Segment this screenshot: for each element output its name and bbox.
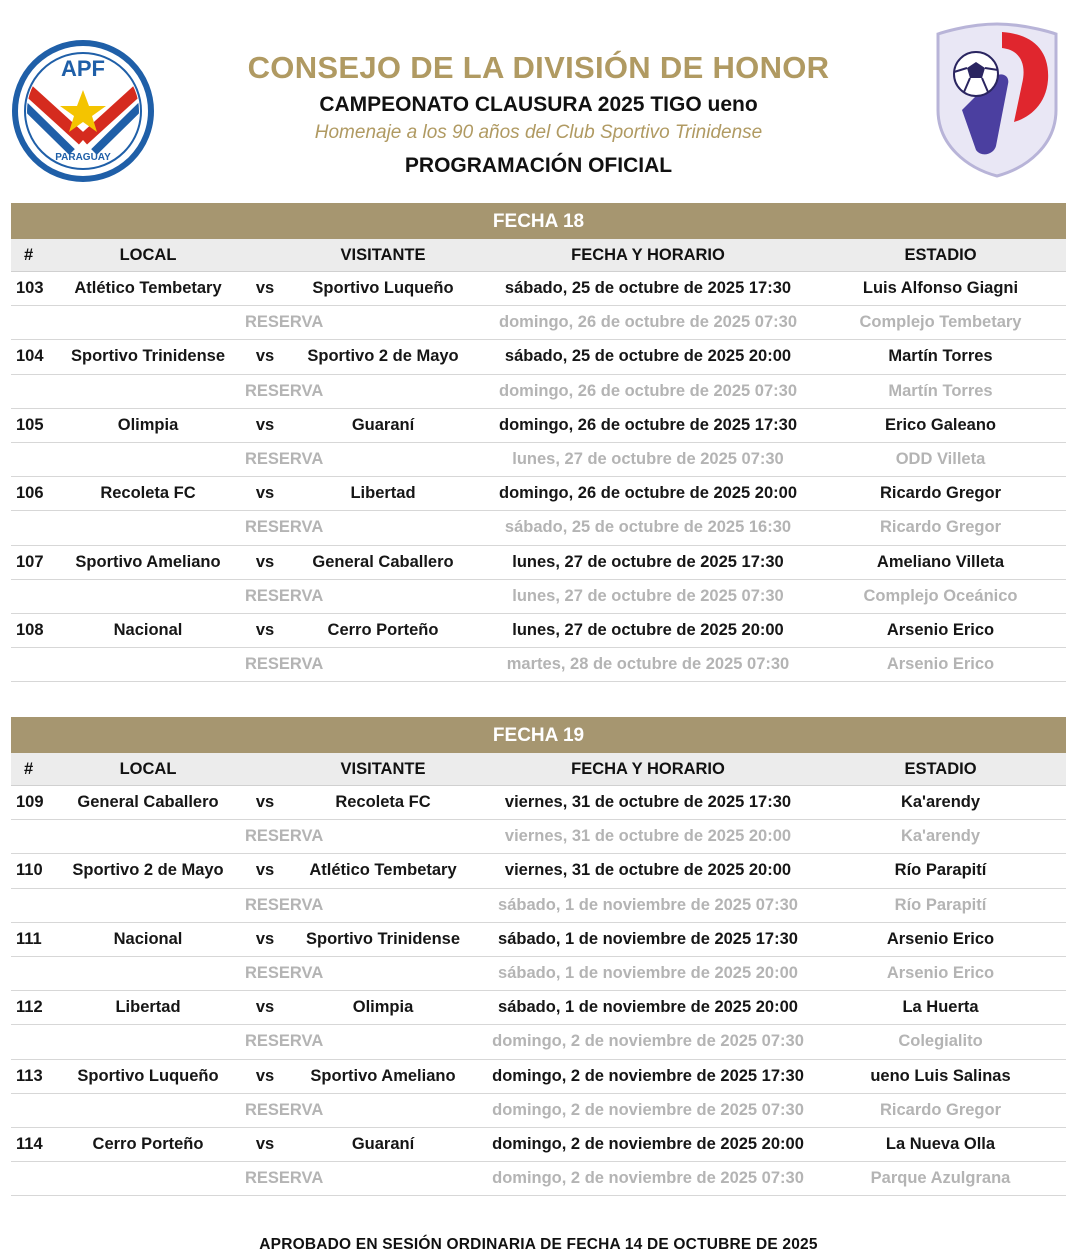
reserve-datetime: domingo, 26 de octubre de 2025 07:30 bbox=[498, 381, 797, 400]
table-row bbox=[11, 546, 1066, 580]
reserve-label: RESERVA bbox=[245, 313, 324, 332]
match-datetime: lunes, 27 de octubre de 2025 17:30 bbox=[512, 552, 784, 571]
reserve-stadium: Complejo Oceánico bbox=[863, 586, 1018, 605]
match-number: 107 bbox=[16, 552, 44, 571]
approval-footer: APROBADO EN SESIÓN ORDINARIA DE FECHA 14 DE OCTUBRE DE 2025 bbox=[259, 1236, 818, 1253]
reserve-label: RESERVA bbox=[245, 964, 324, 983]
match-datetime: domingo, 2 de noviembre de 2025 17:30 bbox=[492, 1066, 804, 1085]
stadium: Erico Galeano bbox=[885, 415, 996, 434]
match-datetime: viernes, 31 de octubre de 2025 17:30 bbox=[504, 793, 792, 812]
reserve-label: RESERVA bbox=[245, 1032, 324, 1051]
stadium: Martín Torres bbox=[888, 347, 993, 366]
match-number: 112 bbox=[16, 998, 43, 1017]
schedule-title: PROGRAMACIÓN OFICIAL bbox=[404, 154, 673, 177]
reserve-label: RESERVA bbox=[245, 1169, 324, 1188]
reserve-label: RESERVA bbox=[245, 450, 324, 469]
table-row bbox=[11, 854, 1066, 888]
match-datetime: domingo, 26 de octubre de 2025 17:30 bbox=[498, 415, 797, 434]
local-team: Sportivo 2 de Mayo bbox=[72, 861, 224, 880]
col-visitante: VISITANTE bbox=[340, 759, 426, 778]
local-team: Nacional bbox=[113, 929, 183, 948]
reserve-label: RESERVA bbox=[245, 827, 324, 846]
reserve-datetime: domingo, 26 de octubre de 2025 07:30 bbox=[498, 313, 797, 332]
local-team: Olimpia bbox=[117, 415, 179, 434]
match-datetime: lunes, 27 de octubre de 2025 20:00 bbox=[512, 620, 784, 639]
local-team: Sportivo Luqueño bbox=[77, 1066, 219, 1085]
stadium: Luis Alfonso Giagni bbox=[862, 279, 1019, 298]
local-team: Atlético Tembetary bbox=[74, 279, 222, 298]
col-local: LOCAL bbox=[119, 245, 177, 264]
reserve-datetime: domingo, 2 de noviembre de 2025 07:30 bbox=[492, 1032, 804, 1051]
reserve-row bbox=[11, 1162, 1066, 1196]
reserve-label: RESERVA bbox=[245, 1100, 324, 1119]
reserve-datetime: lunes, 27 de octubre de 2025 07:30 bbox=[512, 586, 784, 605]
match-number: 108 bbox=[16, 620, 44, 639]
reserve-row bbox=[11, 820, 1066, 854]
reserve-stadium: Ricardo Gregor bbox=[879, 518, 1002, 537]
match-number: 106 bbox=[16, 484, 44, 503]
apf-crest-icon bbox=[12, 40, 154, 182]
stadium: Ameliano Villeta bbox=[876, 552, 1005, 571]
vs-label: vs bbox=[255, 1134, 275, 1153]
table-row bbox=[11, 477, 1066, 511]
table-row bbox=[11, 340, 1066, 374]
reserve-datetime: viernes, 31 de octubre de 2025 20:00 bbox=[504, 827, 792, 846]
col-visitante: VISITANTE bbox=[340, 245, 426, 264]
match-number: 103 bbox=[16, 279, 44, 298]
reserve-stadium: Martín Torres bbox=[888, 381, 993, 400]
vs-label: vs bbox=[255, 1066, 275, 1085]
championship-title: CAMPEONATO CLAUSURA 2025 TIGO ueno bbox=[319, 93, 758, 116]
visiting-team: Sportivo 2 de Mayo bbox=[307, 347, 459, 366]
match-number: 104 bbox=[16, 347, 44, 366]
stadium: Arsenio Erico bbox=[886, 620, 995, 639]
reserve-stadium: Arsenio Erico bbox=[886, 655, 995, 674]
match-number: 111 bbox=[16, 929, 42, 948]
visiting-team: Sportivo Ameliano bbox=[310, 1066, 456, 1085]
reserve-datetime: sábado, 25 de octubre de 2025 16:30 bbox=[504, 518, 792, 537]
reserve-stadium: ODD Villeta bbox=[895, 450, 986, 469]
table-row bbox=[11, 614, 1066, 648]
council-title: CONSEJO DE LA DIVISIÓN DE HONOR bbox=[247, 50, 830, 85]
table-row bbox=[11, 991, 1066, 1025]
reserve-row bbox=[11, 375, 1066, 409]
visiting-team: Cerro Porteño bbox=[327, 620, 439, 639]
vs-label: vs bbox=[255, 998, 275, 1017]
reserve-stadium: Río Parapití bbox=[894, 895, 987, 914]
match-number: 114 bbox=[16, 1134, 43, 1153]
match-datetime: sábado, 25 de octubre de 2025 20:00 bbox=[504, 347, 792, 366]
reserve-label: RESERVA bbox=[245, 895, 324, 914]
reserve-datetime: lunes, 27 de octubre de 2025 07:30 bbox=[512, 450, 784, 469]
match-number: 105 bbox=[16, 415, 44, 434]
reserve-datetime: domingo, 2 de noviembre de 2025 07:30 bbox=[492, 1100, 804, 1119]
reserve-row bbox=[11, 511, 1066, 545]
reserve-label: RESERVA bbox=[245, 518, 324, 537]
local-team: Sportivo Trinidense bbox=[70, 347, 226, 366]
table-row bbox=[11, 272, 1066, 306]
vs-label: vs bbox=[255, 347, 275, 366]
vs-label: vs bbox=[255, 929, 275, 948]
col-fecha: FECHA Y HORARIO bbox=[571, 245, 725, 264]
visiting-team: Olimpia bbox=[352, 998, 414, 1017]
apf-logo-text: APF bbox=[61, 56, 105, 81]
fecha-19-section bbox=[11, 717, 1066, 1196]
reserve-row bbox=[11, 648, 1066, 682]
col-fecha: FECHA Y HORARIO bbox=[571, 759, 725, 778]
vs-label: vs bbox=[255, 620, 275, 639]
col-local: LOCAL bbox=[119, 759, 177, 778]
visiting-team: Atlético Tembetary bbox=[309, 861, 457, 880]
table-header bbox=[11, 753, 1066, 786]
document-header bbox=[200, 48, 877, 181]
reserve-label: RESERVA bbox=[245, 655, 324, 674]
local-team: Sportivo Ameliano bbox=[75, 552, 221, 571]
fecha-19-heading: FECHA 19 bbox=[11, 717, 1066, 753]
vs-label: vs bbox=[255, 793, 275, 812]
vs-label: vs bbox=[255, 279, 275, 298]
reserve-stadium: Parque Azulgrana bbox=[870, 1169, 1011, 1188]
match-datetime: sábado, 25 de octubre de 2025 17:30 bbox=[504, 279, 792, 298]
reserve-stadium: Arsenio Erico bbox=[886, 964, 995, 983]
vs-label: vs bbox=[255, 484, 275, 503]
match-datetime: domingo, 2 de noviembre de 2025 20:00 bbox=[492, 1134, 804, 1153]
match-datetime: sábado, 1 de noviembre de 2025 17:30 bbox=[498, 929, 798, 948]
reserve-row bbox=[11, 1094, 1066, 1128]
reserve-row bbox=[11, 580, 1066, 614]
match-datetime: sábado, 1 de noviembre de 2025 20:00 bbox=[498, 998, 798, 1017]
stadium: La Nueva Olla bbox=[885, 1134, 996, 1153]
local-team: Cerro Porteño bbox=[92, 1134, 204, 1153]
visiting-team: General Caballero bbox=[312, 552, 454, 571]
visiting-team: Recoleta FC bbox=[335, 793, 431, 812]
match-number: 109 bbox=[16, 793, 44, 812]
match-datetime: domingo, 26 de octubre de 2025 20:00 bbox=[498, 484, 797, 503]
visiting-team: Guaraní bbox=[351, 1134, 415, 1153]
reserve-datetime: sábado, 1 de noviembre de 2025 07:30 bbox=[498, 895, 798, 914]
visiting-team: Libertad bbox=[350, 484, 416, 503]
stadium: Río Parapití bbox=[894, 861, 987, 880]
reserve-stadium: Ricardo Gregor bbox=[879, 1100, 1002, 1119]
match-datetime: viernes, 31 de octubre de 2025 20:00 bbox=[504, 861, 792, 880]
reserve-datetime: sábado, 1 de noviembre de 2025 20:00 bbox=[498, 964, 798, 983]
reserve-label: RESERVA bbox=[245, 381, 324, 400]
reserve-datetime: martes, 28 de octubre de 2025 07:30 bbox=[506, 655, 790, 674]
reserve-datetime: domingo, 2 de noviembre de 2025 07:30 bbox=[492, 1169, 804, 1188]
table-row bbox=[11, 1060, 1066, 1094]
col-num: # bbox=[24, 759, 34, 778]
col-num: # bbox=[24, 245, 34, 264]
reserve-row bbox=[11, 306, 1066, 340]
stadium: Ricardo Gregor bbox=[879, 484, 1002, 503]
homage-line: Homenaje a los 90 años del Club Sportivo Trinidense bbox=[314, 122, 763, 143]
stadium: Arsenio Erico bbox=[886, 929, 995, 948]
reserve-row bbox=[11, 957, 1066, 991]
table-row bbox=[11, 1128, 1066, 1162]
fecha-18-section bbox=[11, 203, 1066, 682]
local-team: Libertad bbox=[115, 998, 181, 1017]
match-number: 110 bbox=[16, 861, 43, 880]
visiting-team: Sportivo Trinidense bbox=[305, 929, 461, 948]
vs-label: vs bbox=[255, 552, 275, 571]
reserve-row bbox=[11, 889, 1066, 923]
col-estadio: ESTADIO bbox=[904, 245, 977, 264]
league-shield-icon bbox=[932, 20, 1062, 180]
apf-logo-country: PARAGUAY bbox=[55, 152, 111, 163]
table-row bbox=[11, 923, 1066, 957]
reserve-row bbox=[11, 443, 1066, 477]
reserve-stadium: Complejo Tembetary bbox=[859, 313, 1022, 332]
vs-label: vs bbox=[255, 861, 275, 880]
table-header bbox=[11, 239, 1066, 272]
reserve-stadium: Ka'arendy bbox=[900, 827, 981, 846]
visiting-team: Sportivo Luqueño bbox=[312, 279, 454, 298]
vs-label: vs bbox=[255, 415, 275, 434]
reserve-label: RESERVA bbox=[245, 586, 324, 605]
table-row bbox=[11, 786, 1066, 820]
local-team: General Caballero bbox=[77, 793, 219, 812]
col-estadio: ESTADIO bbox=[904, 759, 977, 778]
stadium: ueno Luis Salinas bbox=[870, 1066, 1011, 1085]
match-number: 113 bbox=[16, 1066, 43, 1085]
local-team: Recoleta FC bbox=[100, 484, 196, 503]
fecha-18-heading: FECHA 18 bbox=[11, 203, 1066, 239]
reserve-row bbox=[11, 1025, 1066, 1059]
reserve-stadium: Colegialito bbox=[898, 1032, 983, 1051]
stadium: Ka'arendy bbox=[900, 793, 981, 812]
local-team: Nacional bbox=[113, 620, 183, 639]
stadium: La Huerta bbox=[902, 998, 979, 1017]
table-row bbox=[11, 409, 1066, 443]
visiting-team: Guaraní bbox=[351, 415, 415, 434]
